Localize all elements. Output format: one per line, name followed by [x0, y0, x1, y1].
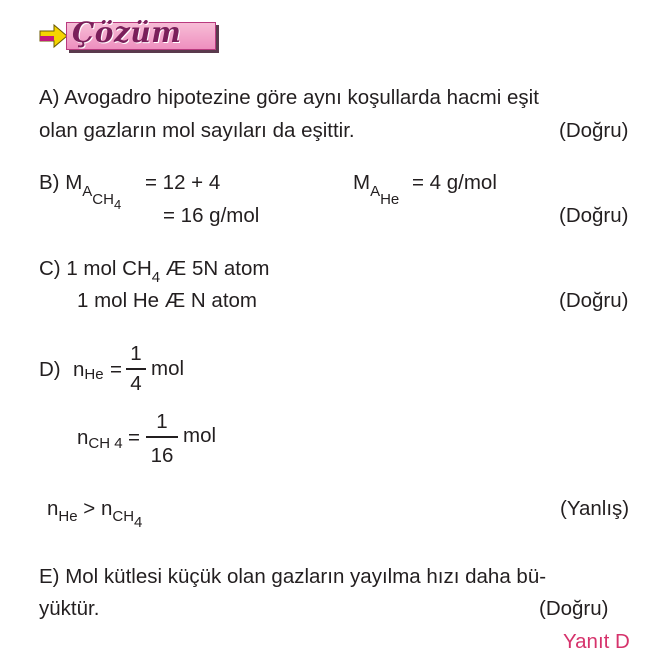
fraction2-bar [146, 436, 178, 438]
statement-a-line2: olan gazların mol sayıları da eşittir. [39, 119, 355, 142]
fraction2-unit: mol [183, 424, 217, 447]
fraction1-numerator: 1 [130, 342, 142, 365]
n-ch4-equals: = [128, 426, 140, 449]
statement-c-line2: 1 mol He Æ N atom [77, 289, 257, 312]
fraction2-denominator: 16 [150, 444, 174, 467]
statement-a-line1: A) Avogadro hipotezine göre aynı koşullarda hacmi eşit [39, 86, 539, 109]
comparison: $n_{He} > n_{CH4}$ [47, 497, 143, 531]
fraction1-bar [126, 368, 146, 370]
n-he-equals: = [110, 358, 122, 381]
statement-a-verdict: (Doğru) [559, 119, 629, 142]
statement-b-he-eq: = 4 g/mol [412, 171, 497, 194]
statement-e-line2: yüktür. [39, 597, 100, 620]
n-ch4: nCH 4 [77, 426, 123, 452]
n-he: nHe [73, 358, 104, 383]
answer-label: Yanıt D [563, 630, 630, 653]
statement-c-line1: C) 1 mol $CH_4$ Æ 5N atom [39, 257, 270, 286]
heading-title: Çözüm [72, 16, 182, 49]
statement-b-eq2: = 16 g/mol [163, 204, 260, 227]
statement-d-verdict: (Yanlış) [560, 497, 630, 520]
statement-c-verdict: (Doğru) [559, 289, 629, 312]
statement-e-verdict: (Doğru) [539, 597, 609, 620]
fraction1-unit: mol [151, 357, 185, 380]
fraction1-denominator: 4 [130, 372, 142, 395]
statement-b-molar-he: $M_{AHe}$ [353, 171, 400, 208]
fraction2-numerator: 1 [156, 410, 168, 433]
statement-b-eq1: = 12 + 4 [145, 171, 221, 194]
statement-d-label: D) [39, 358, 61, 381]
statement-b-molar-ch4: B) $M_{ACH4}$ [39, 171, 122, 212]
statement-e-line1: E) Mol kütlesi küçük olan gazların yayılma hızı daha bü- [39, 565, 547, 588]
statement-b-verdict: (Doğru) [559, 204, 629, 227]
